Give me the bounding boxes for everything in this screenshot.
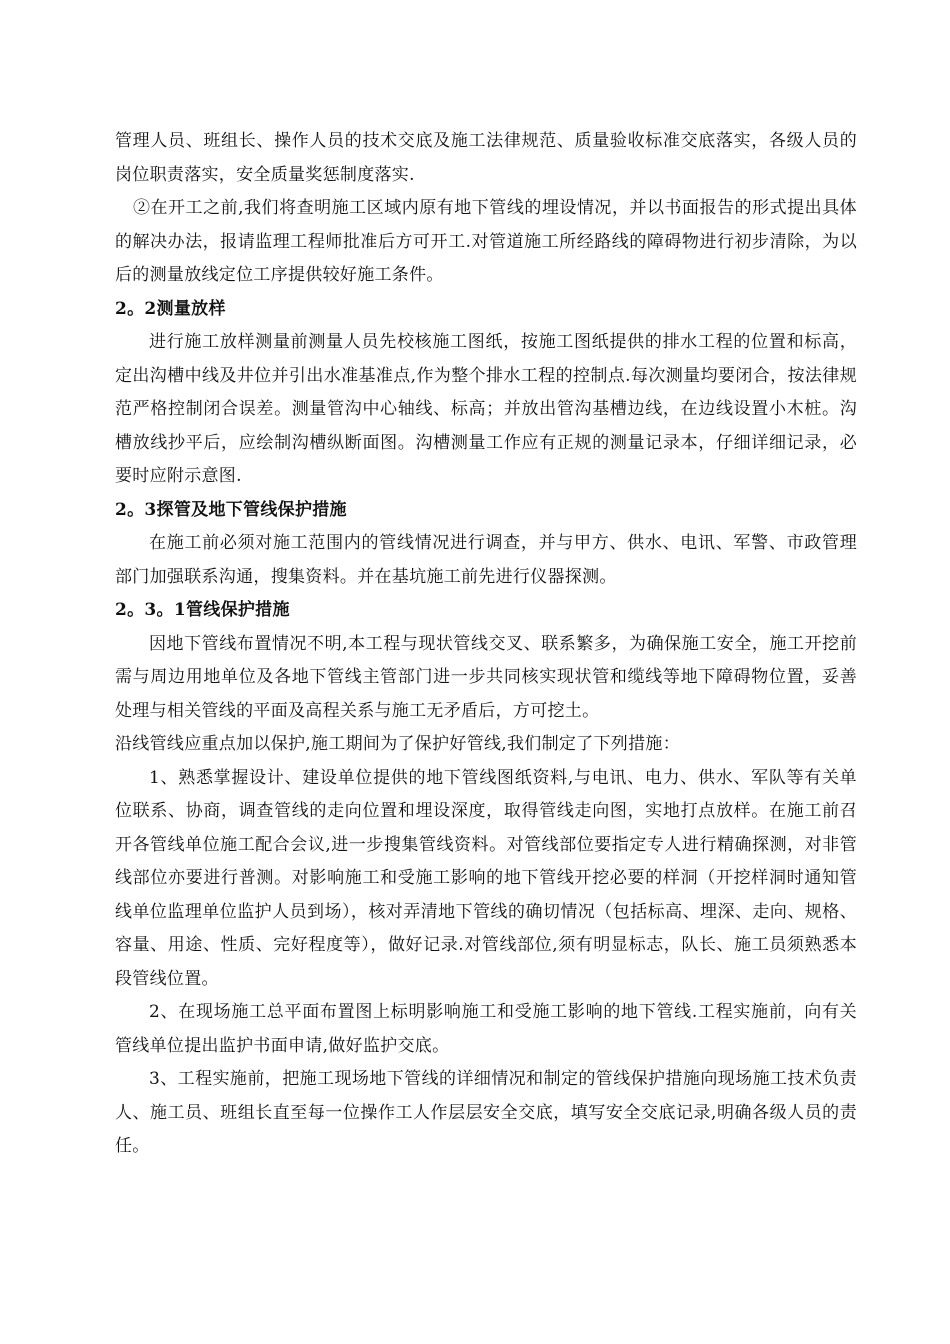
- paragraph-surveying: 进行施工放样测量前测量人员先校核施工图纸，按施工图纸提供的排水工程的位置和标高，定出沟槽中线及井位并引出水准基准点,作为整个排水工程的控制点.每次测量均要闭合，按法律规范严格控制闭合误差。测量管沟中心轴线、标高；并放出管沟基槽边线，在边线设置小木桩。沟槽放线抄平后，应绘制沟槽纵断面图。沟槽测量工作应有正规的测量记录本，仔细详细记录，必要时应附示意图.: [115, 332, 857, 486]
- section-heading-surveying: 2。2测量放样: [115, 298, 226, 319]
- section-heading-pipe-protection: 2。3。1管线保护措施: [115, 600, 290, 620]
- paragraph-pipe-detection: 在施工前必须对施工范围内的管线情况进行调查，并与甲方、供水、电讯、军警、市政管理部门加强联系沟通，搜集资料。并在基坑施工前先进行仪器探测。: [115, 533, 857, 587]
- paragraph-pre-construction-survey: ②在开工之前,我们将查明施工区域内原有地下管线的埋设情况，并以书面报告的形式提出具体的解决办法，报请监理工程师批准后方可开工.对管道施工所经路线的障碍物进行初步清除，为以后的测量放线定位工序提供较好施工条件。: [115, 198, 857, 285]
- paragraph-responsibilities: 管理人员、班组长、操作人员的技术交底及施工法律规范、质量验收标准交底落实，各级人员的岗位职责落实，安全质量奖惩制度落实.: [115, 131, 857, 185]
- paragraph-measure-2: 2、在现场施工总平面布置图上标明影响施工和受施工影响的地下管线.工程实施前，向有关管线单位提出监护书面申请,做好监护交底。: [115, 1002, 857, 1056]
- section-heading-pipe-detection: 2。3探管及地下管线保护措施: [115, 499, 347, 520]
- document-body: [115, 125, 857, 1164]
- paragraph-pipe-protection-intro: 因地下管线布置情况不明,本工程与现状管线交叉、联系繁多，为确保施工安全，施工开挖前需与周边用地单位及各地下管线主管部门进一步共同核实现状管和缆线等地下障碍物位置，妥善处理与相关管线的平面及高程关系与施工无矛盾后，方可挖土。: [115, 633, 857, 721]
- paragraph-measures-lead: 沿线管线应重点加以保护,施工期间为了保护好管线,我们制定了下列措施：: [115, 734, 681, 754]
- paragraph-measure-1: 1、熟悉掌握设计、建设单位提供的地下管线图纸资料,与电讯、电力、供水、军队等有关单位联系、协商，调查管线的走向位置和埋设深度，取得管线走向图，实地打点放样。在施工前召开各管线单位施工配合会议,进一步搜集管线资料。对管线部位要指定专人进行精确探测，对非管线部位亦要进行普测。对影响施工和受施工影响的地下管线开挖必要的样洞（开挖样洞时通知管线单位监理单位监护人员到场），核对弄清地下管线的确切情况（包括标高、埋深、走向、规格、容量、用途、性质、完好程度等），做好记录.对管线部位,须有明显标志，队长、施工员须熟悉本段管线位置。: [115, 767, 857, 989]
- paragraph-measure-3: 3、工程实施前，把施工现场地下管线的详细情况和制定的管线保护措施向现场施工技术负责人、施工员、班组长直至每一位操作工人作层层安全交底，填写安全交底记录,明确各级人员的责任。: [115, 1069, 857, 1156]
